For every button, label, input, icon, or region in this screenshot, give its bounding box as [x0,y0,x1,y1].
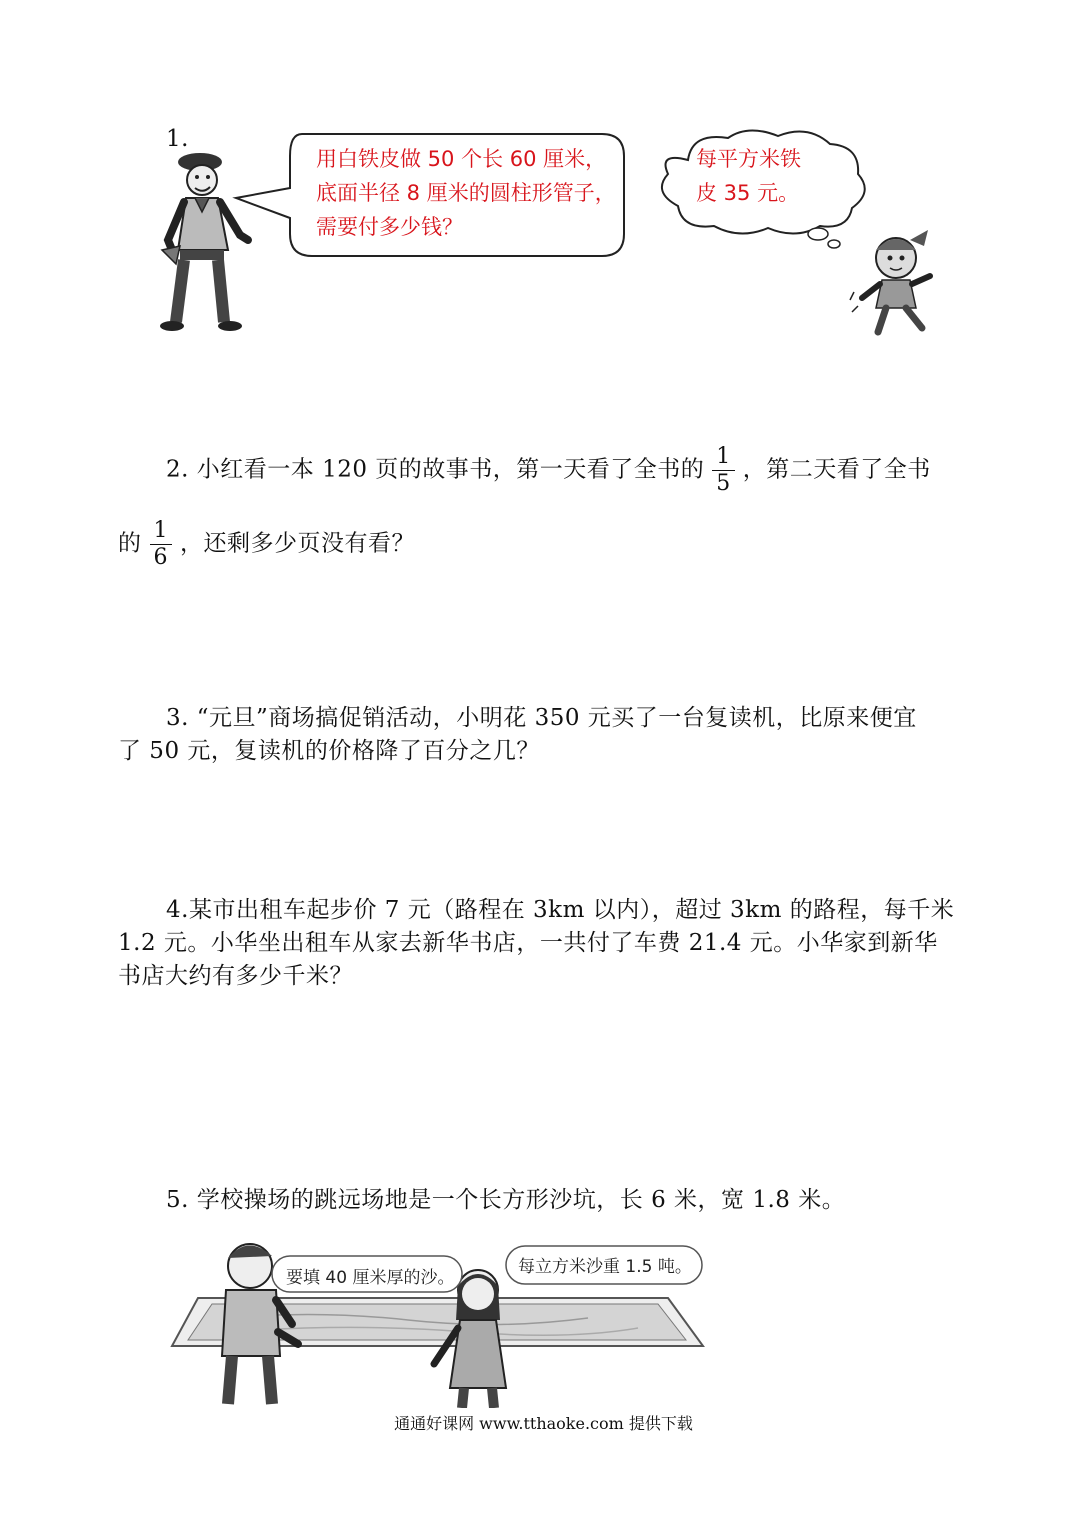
fraction-denominator: 5 [716,471,731,496]
q2-text-part4: ，还剩多少页没有看？ [180,530,415,557]
girl-thought-line: 皮 35 元。 [696,181,800,205]
fraction-denominator: 6 [153,545,168,570]
page-footer: 通通好课网 www.tthaoke.com 提供下载 [394,1414,693,1433]
q2-text-part2: ，第二天看了全书 [742,456,931,483]
q4-line3: 书店大约有多少千米？ [118,963,353,989]
q5-boy-speech: 要填 40 厘米厚的沙。 [286,1268,455,1288]
man-speech-line: 用白铁皮做 50 个长 60 厘米， [316,147,607,171]
fraction-one-fifth [712,446,735,495]
q5-girl-speech: 每立方米沙重 1.5 吨。 [518,1257,692,1277]
q4-line1: 4.某市出租车起步价 7 元（路程在 3km 以内），超过 3km 的路程，每千米 [166,897,955,923]
man-speech-line: 需要付多少钱？ [316,215,463,239]
q4-line2: 1.2 元。小华坐出租车从家去新华书店，一共付了车费 21.4 元。小华家到新华 [118,930,938,956]
fraction-numerator: 1 [150,520,173,545]
q3-line2: 了 50 元，复读机的价格降了百分之几？ [118,738,540,764]
q2-text-part3: 的 [118,530,142,557]
q2-line2 [118,520,415,569]
girl-thought-text [696,142,801,210]
q3-line1: 3. “元旦”商场搞促销活动，小明花 350 元买了一台复读机，比原来便宜 [166,705,917,731]
q5-text: 5. 学校操场的跳远场地是一个长方形沙坑，长 6 米，宽 1.8 米。 [166,1187,846,1213]
q1-number: 1. [166,126,189,152]
q2-line1 [166,446,931,495]
girl-thought-line: 每平方米铁 [696,147,801,171]
girl-illustration [848,228,944,338]
q2-text-part1: 2. 小红看一本 120 页的故事书，第一天看了全书的 [166,456,705,483]
fraction-numerator: 1 [712,446,735,471]
man-speech-text [316,142,616,244]
man-speech-line: 底面半径 8 厘米的圆柱形管子， [316,181,616,205]
fraction-one-sixth [150,520,173,569]
